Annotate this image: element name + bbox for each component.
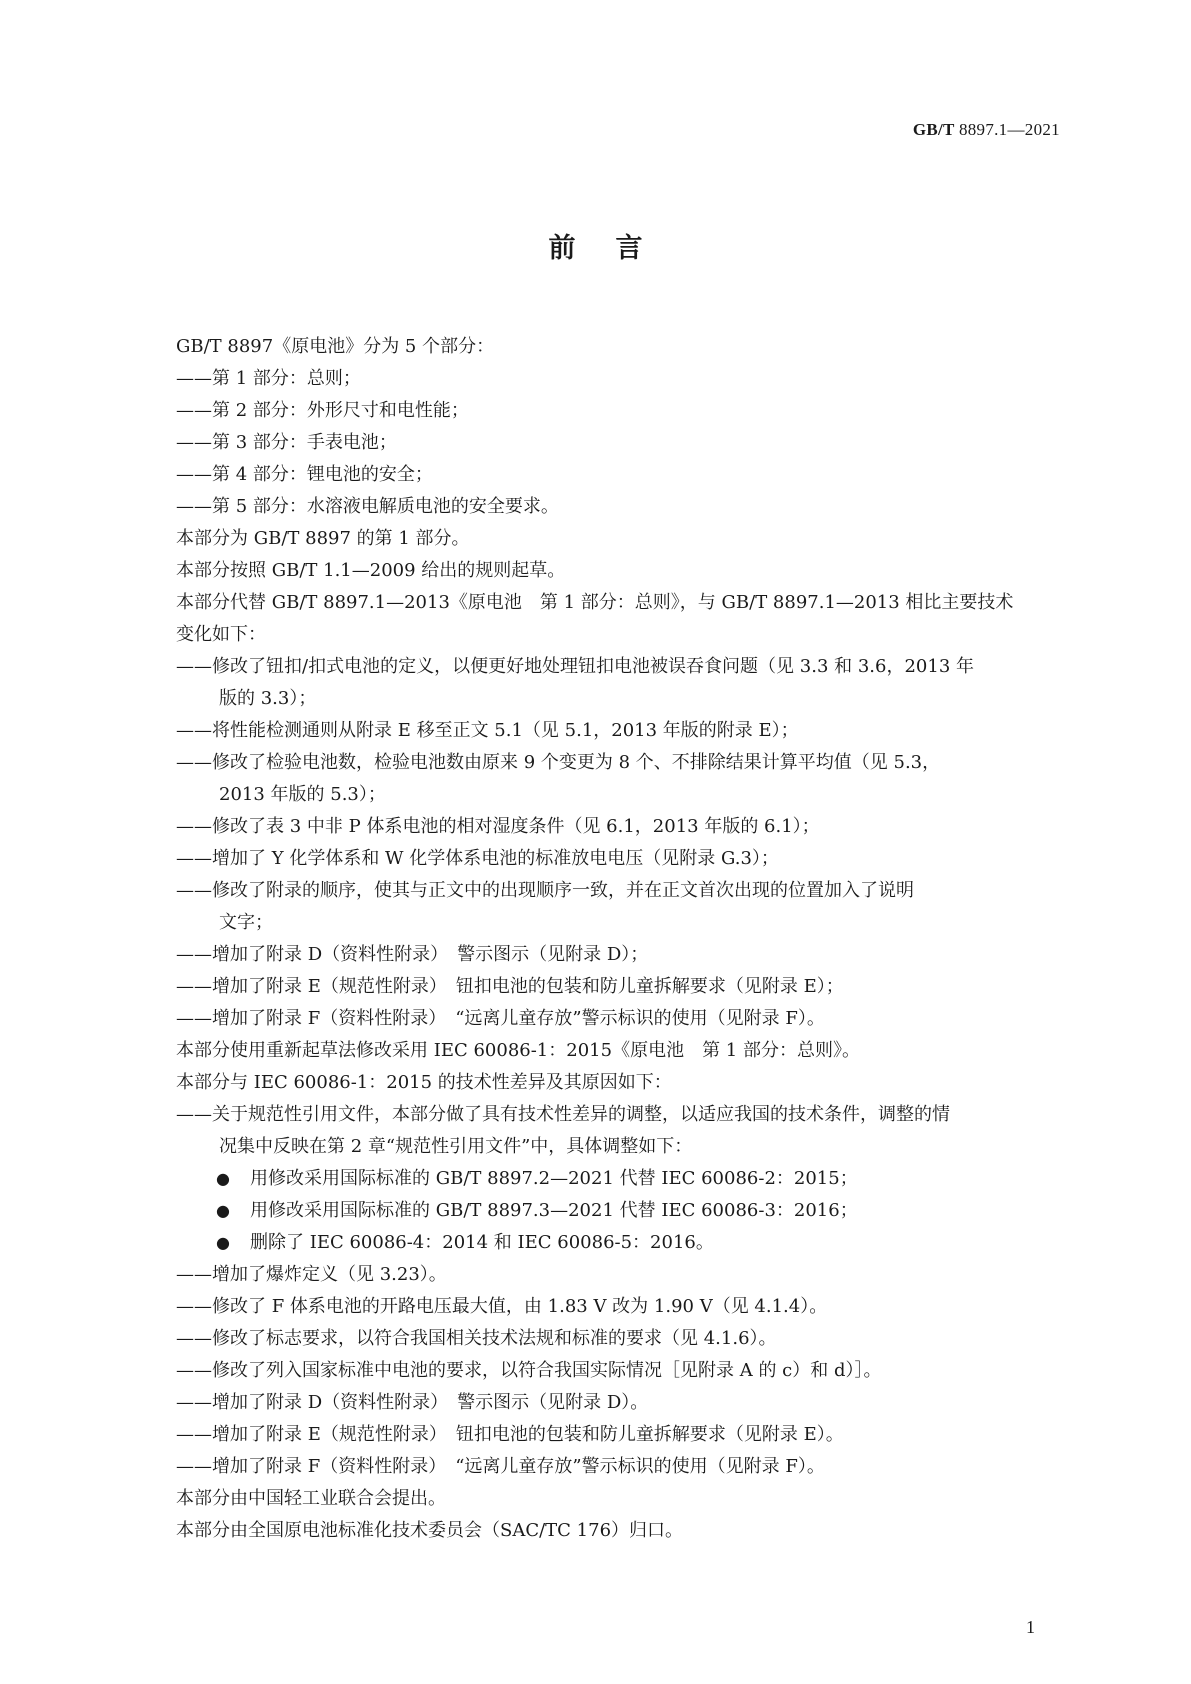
list-item: ——关于规范性引用文件，本部分做了具有技术性差异的调整，以适应我国的技术条件，调整的情 — [176, 1104, 950, 1125]
paragraph-line: 本部分使用重新起草法修改采用 IEC 60086-1：2015《原电池 第 1 部分：总则》。 — [176, 1040, 860, 1061]
bullet-item — [176, 1227, 1060, 1259]
bullet-item — [176, 1163, 1060, 1195]
list-item: ——修改了标志要求，以符合我国相关技术法规和标准的要求（见 4.1.6）。 — [176, 1328, 777, 1349]
continuation-line: 2013 年版的 5.3）； — [219, 784, 386, 805]
list-item: ——增加了附录 F（资料性附录） “远离儿童存放”警示标识的使用（见附录 F）。 — [176, 1008, 825, 1029]
list-item: ——修改了 F 体系电池的开路电压最大值，由 1.83 V 改为 1.90 V（见 4.1.4）。 — [176, 1296, 828, 1317]
continuation-line: 版的 3.3）； — [219, 688, 317, 709]
list-item: ——第 4 部分：锂电池的安全； — [176, 464, 433, 485]
continuation-line: 变化如下： — [176, 624, 266, 645]
bullet-text: 删除了 IEC 60086-4：2014 和 IEC 60086-5：2016。 — [250, 1232, 714, 1253]
page-title: 前言 — [548, 233, 683, 264]
list-item: ——增加了爆炸定义（见 3.23）。 — [176, 1264, 447, 1285]
paragraph-line: 本部分为 GB/T 8897 的第 1 部分。 — [176, 528, 470, 549]
standard-code — [913, 120, 1060, 140]
bullet-dot-icon: ● — [216, 1233, 230, 1252]
list-item: ——增加了附录 D（资料性附录） 警示图示（见附录 D）； — [176, 944, 649, 965]
document-body — [176, 331, 1060, 1547]
bullet-text: 用修改采用国际标准的 GB/T 8897.2—2021 代替 IEC 60086-2：2015； — [250, 1168, 858, 1189]
bullet-dot-icon: ● — [216, 1201, 230, 1220]
paragraph-line: 本部分与 IEC 60086-1：2015 的技术性差异及其原因如下： — [176, 1072, 672, 1093]
bullet-dot-icon: ● — [216, 1169, 230, 1188]
list-item: ——增加了附录 D（资料性附录） 警示图示（见附录 D）。 — [176, 1392, 649, 1413]
paragraph-line: 本部分代替 GB/T 8897.1—2013《原电池 第 1 部分：总则》，与 GB/T 8897.1—2013 相比主要技术 — [176, 592, 1014, 613]
list-item: ——增加了附录 E（规范性附录） 钮扣电池的包装和防儿童拆解要求（见附录 E）； — [176, 976, 844, 997]
list-item: ——增加了 Y 化学体系和 W 化学体系电池的标准放电电压（见附录 G.3）； — [176, 848, 779, 869]
continuation-line: 况集中反映在第 2 章“规范性引用文件”中，具体调整如下： — [219, 1136, 693, 1157]
list-item: ——第 2 部分：外形尺寸和电性能； — [176, 400, 469, 421]
list-item: ——修改了检验电池数，检验电池数由原来 9 个变更为 8 个、不排除结果计算平均值（见 5.3， — [176, 752, 941, 773]
list-item: ——修改了附录的顺序，使其与正文中的出现顺序一致，并在正文首次出现的位置加入了说明 — [176, 880, 914, 901]
bullet-text: 用修改采用国际标准的 GB/T 8897.3—2021 代替 IEC 60086-3：2016； — [250, 1200, 858, 1221]
list-item: ——增加了附录 E（规范性附录） 钮扣电池的包装和防儿童拆解要求（见附录 E）。 — [176, 1424, 844, 1445]
list-item: ——第 3 部分：手表电池； — [176, 432, 397, 453]
list-item: ——增加了附录 F（资料性附录） “远离儿童存放”警示标识的使用（见附录 F）。 — [176, 1456, 825, 1477]
list-item: ——修改了列入国家标准中电池的要求，以符合我国实际情况［见附录 A 的 c）和 d）］。 — [176, 1360, 882, 1381]
list-item: ——第 5 部分：水溶液电解质电池的安全要求。 — [176, 496, 559, 517]
standard-number: 8897.1—2021 — [958, 120, 1060, 139]
list-item: ——第 1 部分：总则； — [176, 368, 361, 389]
list-item: ——修改了表 3 中非 P 体系电池的相对湿度条件（见 6.1，2013 年版的 6.1）； — [176, 816, 820, 837]
paragraph-line: 本部分由中国轻工业联合会提出。 — [176, 1488, 446, 1509]
paragraph-line: 本部分由全国原电池标准化技术委员会（SAC/TC 176）归口。 — [176, 1520, 684, 1541]
list-item: ——修改了钮扣/扣式电池的定义，以便更好地处理钮扣电池被误吞食问题（见 3.3 和 3.6，2013 年 — [176, 656, 975, 677]
page-number: 1 — [1026, 1617, 1035, 1637]
bullet-item — [176, 1195, 1060, 1227]
paragraph-line: 本部分按照 GB/T 1.1—2009 给出的规则起草。 — [176, 560, 566, 581]
paragraph-line: GB/T 8897《原电池》分为 5 个部分： — [176, 336, 495, 357]
continuation-line: 文字； — [219, 912, 273, 933]
list-item: ——将性能检测通则从附录 E 移至正文 5.1（见 5.1，2013 年版的附录 E）； — [176, 720, 799, 741]
standard-prefix: GB/T — [912, 120, 955, 139]
